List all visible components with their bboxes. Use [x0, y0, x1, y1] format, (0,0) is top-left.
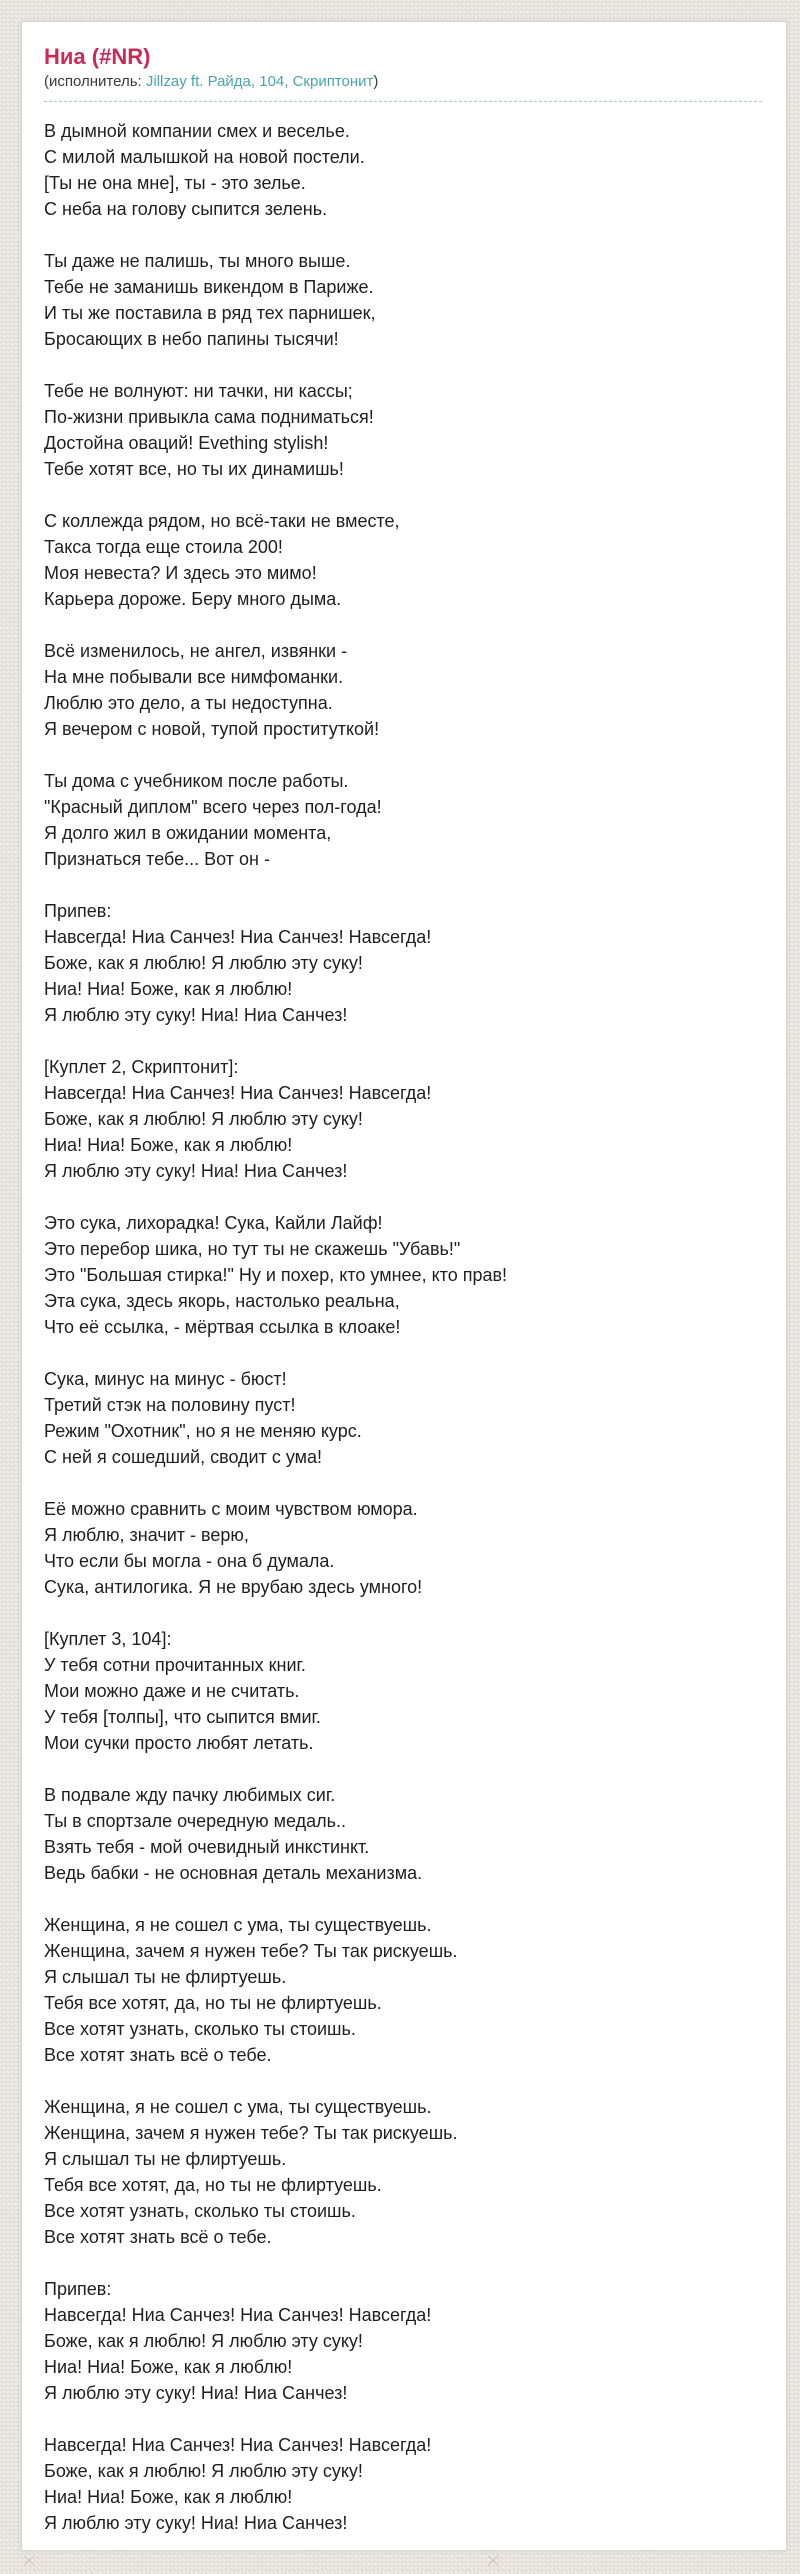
lyric-line: Тебе хотят все, но ты их динамишь! [44, 459, 344, 479]
lyric-line: Боже, как я люблю! Я люблю эту суку! [44, 1109, 363, 1129]
lyric-line: Признаться тебе... Вот он - [44, 849, 270, 869]
lyric-line: Сука, минус на минус - бюст! [44, 1369, 287, 1389]
lyric-line: Режим "Охотник", но я не меняю курс. [44, 1421, 362, 1441]
lyric-line: Боже, как я люблю! Я люблю эту суку! [44, 2461, 363, 2481]
lyric-line: Тебе не волнуют: ни тачки, ни кассы; [44, 381, 353, 401]
lyric-line: Я люблю эту суку! Ниа! Ниа Санчез! [44, 2383, 348, 2403]
lyric-line: Женщина, я не сошел с ума, ты существуешь. [44, 1915, 432, 1935]
lyric-line: Я слышал ты не флиртуешь. [44, 2149, 287, 2169]
page-title: Ниа (#NR) [44, 44, 151, 69]
lyric-line: Моя невеста? И здесь это мимо! [44, 563, 317, 583]
background-texture-cross [486, 2553, 500, 2567]
lyric-line: Сука, антилогика. Я не врубаю здесь умного! [44, 1577, 423, 1597]
lyric-line: Припев: [44, 2279, 112, 2299]
lyric-line: Ведь бабки - не основная деталь механизма. [44, 1863, 423, 1883]
stanza [44, 1626, 762, 1756]
lyric-line: Третий стэк на половину пуст! [44, 1395, 296, 1415]
lyric-line: В подвале жду пачку любимых сиг. [44, 1785, 336, 1805]
lyric-line: Боже, как я люблю! Я люблю эту суку! [44, 2331, 363, 2351]
stanza [44, 898, 762, 1028]
lyric-line: Такса тогда еще стоила 200! [44, 537, 283, 557]
lyric-line: Женщина, я не сошел с ума, ты существуешь. [44, 2097, 432, 2117]
lyric-line: Я люблю, значит - верю, [44, 1525, 249, 1545]
lyric-line: Навсегда! Ниа Санчез! Ниа Санчез! Навсегда! [44, 2435, 432, 2455]
lyric-line: Навсегда! Ниа Санчез! Ниа Санчез! Навсегда! [44, 2305, 432, 2325]
lyric-line: Тебя все хотят, да, но ты не флиртуешь. [44, 1993, 382, 2013]
stanza [44, 248, 762, 352]
lyric-line: Все хотят знать всё о тебе. [44, 2227, 272, 2247]
lyric-line: "Красный диплом" всего через пол-года! [44, 797, 382, 817]
lyric-line: Что если бы могла - она б думала. [44, 1551, 335, 1571]
lyric-line: Женщина, зачем я нужен тебе? Ты так рискуешь. [44, 2123, 458, 2143]
lyric-line: По-жизни привыкла сама подниматься! [44, 407, 374, 427]
lyric-line: Ниа! Ниа! Боже, как я люблю! [44, 979, 293, 999]
lyric-line: [Куплет 2, Скриптонит]: [44, 1057, 239, 1077]
lyric-line: Тебе не заманишь викендом в Париже. [44, 277, 374, 297]
lyric-line: Это "Большая стирка!" Ну и похер, кто умнее, кто прав! [44, 1265, 508, 1285]
artist-suffix-label: ) [373, 73, 379, 90]
lyric-line: Навсегда! Ниа Санчез! Ниа Санчез! Навсегда! [44, 1083, 432, 1103]
lyric-line: Все хотят узнать, сколько ты стоишь. [44, 2019, 356, 2039]
stanza [44, 1496, 762, 1600]
stanza [44, 2276, 762, 2406]
lyric-line: Все хотят узнать, сколько ты стоишь. [44, 2201, 356, 2221]
stanza [44, 508, 762, 612]
lyric-line: С коллежда рядом, но всё-таки не вместе, [44, 511, 400, 531]
lyric-line: Мои сучки просто любят летать. [44, 1733, 314, 1753]
lyric-line: Ты дома с учебником после работы. [44, 771, 349, 791]
lyric-line: На мне побывали все нимфоманки. [44, 667, 344, 687]
lyric-line: Я люблю эту суку! Ниа! Ниа Санчез! [44, 1161, 348, 1181]
lyric-line: Я слышал ты не флиртуешь. [44, 1967, 287, 1987]
lyric-line: Эта сука, здесь якорь, настолько реальна, [44, 1291, 400, 1311]
stanza [44, 2094, 762, 2250]
lyric-line: Карьера дороже. Беру много дыма. [44, 589, 342, 609]
lyric-line: Тебя все хотят, да, но ты не флиртуешь. [44, 2175, 382, 2195]
stanza [44, 1054, 762, 1184]
lyric-line: С милой малышкой на новой постели. [44, 147, 365, 167]
stanza [44, 638, 762, 742]
lyric-line: Достойна оваций! Evething stylish! [44, 433, 329, 453]
lyric-line: У тебя [толпы], что сыпится вмиг. [44, 1707, 321, 1727]
lyric-line: С неба на голову сыпится зелень. [44, 199, 328, 219]
lyric-line: Мои можно даже и не считать. [44, 1681, 300, 1701]
lyric-line: Ниа! Ниа! Боже, как я люблю! [44, 2487, 293, 2507]
stanza [44, 1210, 762, 1340]
lyric-line: Ты даже не палишь, ты много выше. [44, 251, 351, 271]
lyric-line: Бросающих в небо папины тысячи! [44, 329, 339, 349]
lyric-line: Боже, как я люблю! Я люблю эту суку! [44, 953, 363, 973]
lyric-line: Ты в спортзале очередную медаль.. [44, 1811, 347, 1831]
lyric-line: Все хотят знать всё о тебе. [44, 2045, 272, 2065]
artist-line [44, 72, 762, 102]
artist-prefix-label: (исполнитель: [44, 73, 142, 90]
lyrics [44, 118, 762, 2536]
lyric-line: [Куплет 3, 104]: [44, 1629, 172, 1649]
lyric-line: У тебя сотни прочитанных книг. [44, 1655, 306, 1675]
lyric-line: Навсегда! Ниа Санчез! Ниа Санчез! Навсегда! [44, 927, 432, 947]
stanza [44, 378, 762, 482]
stanza [44, 768, 762, 872]
lyric-line: Я вечером с новой, тупой проституткой! [44, 719, 380, 739]
lyric-line: С ней я сошедший, сводит с ума! [44, 1447, 323, 1467]
lyric-line: Ниа! Ниа! Боже, как я люблю! [44, 1135, 293, 1155]
lyric-line: Люблю это дело, а ты недоступна. [44, 693, 333, 713]
lyric-line: Я люблю эту суку! Ниа! Ниа Санчез! [44, 1005, 348, 1025]
lyric-line: Я люблю эту суку! Ниа! Ниа Санчез! [44, 2513, 348, 2533]
lyric-line: Что её ссылка, - мёртвая ссылка в клоаке! [44, 1317, 401, 1337]
lyric-line: Ниа! Ниа! Боже, как я люблю! [44, 2357, 293, 2377]
stanza [44, 1912, 762, 2068]
lyric-line: Всё изменилось, не ангел, извянки - [44, 641, 348, 661]
lyric-line: Это сука, лихорадка! Сука, Кайли Лайф! [44, 1213, 383, 1233]
stanza [44, 2432, 762, 2536]
artist-link[interactable]: Jillzay ft. Райда, 104, Скриптонит [145, 73, 374, 90]
lyric-line: [Ты не она мне], ты - это зелье. [44, 173, 306, 193]
stanza [44, 1366, 762, 1470]
lyric-line: Её можно сравнить с моим чувством юмора. [44, 1499, 418, 1519]
stanza [44, 1782, 762, 1886]
lyrics-card [21, 21, 787, 2551]
background-texture-cross [22, 2553, 36, 2567]
lyric-line: Это перебор шика, но тут ты не скажешь "Убавь!" [44, 1239, 461, 1259]
lyric-line: В дымной компании смех и веселье. [44, 121, 350, 141]
lyric-line: И ты же поставила в ряд тех парнишек, [44, 303, 376, 323]
lyric-line: Припев: [44, 901, 112, 921]
lyric-line: Я долго жил в ожидании момента, [44, 823, 332, 843]
lyric-line: Взять тебя - мой очевидный инкстинкт. [44, 1837, 370, 1857]
lyric-line: Женщина, зачем я нужен тебе? Ты так рискуешь. [44, 1941, 458, 1961]
stanza [44, 118, 762, 222]
